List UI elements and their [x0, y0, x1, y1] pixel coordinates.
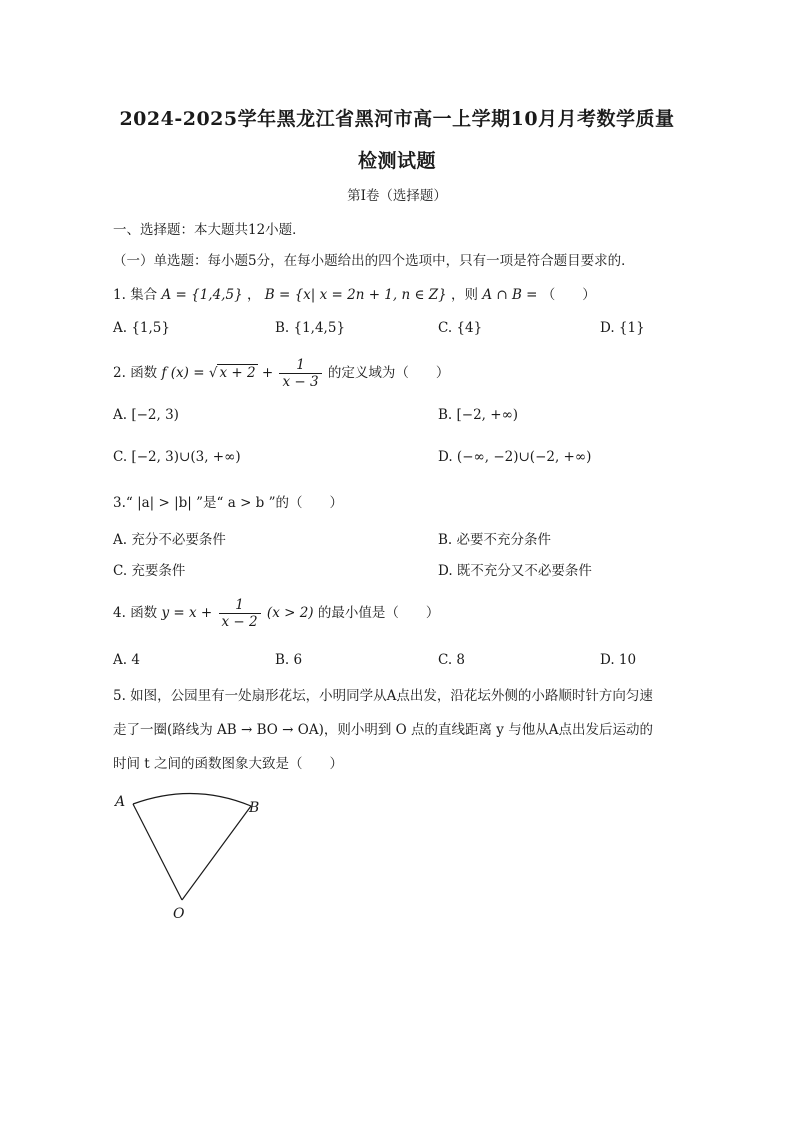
- section-heading: 一、选择题：本大题共12小题．: [113, 222, 306, 238]
- question-number: 2.: [113, 365, 126, 381]
- exam-title-line1: 2024-2025学年黑龙江省黑河市高一上学期10月月考数学质量: [119, 108, 675, 130]
- question-text: 的最小值是（ ）: [317, 605, 440, 621]
- separator: ，: [246, 287, 261, 303]
- sector-diagram: [105, 788, 275, 928]
- q2-option-c[interactable]: C. [−2, 3)∪(3, +∞): [113, 449, 241, 465]
- question-text: ，则: [451, 287, 479, 303]
- fraction-numerator: 1: [219, 597, 261, 614]
- fraction: [219, 597, 261, 630]
- question-3: 3.“ |a| > |b| ”是“ a > b ”的（ ）: [113, 495, 344, 511]
- question-text: 函数: [130, 605, 158, 621]
- set-b: B = {x| x = 2n + 1, n ∈ Z}: [264, 287, 447, 303]
- point-a-label: A: [115, 794, 126, 810]
- question-text: 的定义域为（ ）: [327, 365, 450, 381]
- question-2: [113, 357, 449, 390]
- sector-radius-ob: [182, 806, 251, 900]
- function-expr: y = x +: [161, 605, 217, 621]
- function-name: f (x) =: [161, 365, 209, 381]
- q1-option-a[interactable]: A. {1,5}: [113, 320, 170, 336]
- plus-sign: +: [257, 365, 278, 381]
- q3-option-b[interactable]: B. 必要不充分条件: [438, 532, 552, 548]
- sector-radius-oa: [133, 804, 182, 900]
- single-choice-note: （一）单选题：每小题5分，在每小题给出的四个选项中，只有一项是符合题目要求的．: [113, 253, 635, 269]
- q3-option-a[interactable]: A. 充分不必要条件: [113, 532, 226, 548]
- question-5-line-2: 走了一圈(路线为 AB → BO → OA)，则小明到 O 点的直线距离 y 与他从A点出发后运动的: [113, 722, 653, 738]
- question-5: [113, 679, 683, 781]
- question-text: 函数: [130, 365, 158, 381]
- question-text: 集合: [130, 287, 158, 303]
- question-number: 1.: [113, 287, 126, 303]
- volume-label: 第I卷（选择题）: [347, 188, 447, 204]
- point-o-label: O: [173, 906, 185, 922]
- sector-arc: [133, 793, 251, 806]
- question-number: 4.: [113, 605, 126, 621]
- exam-title-line2: 检测试题: [357, 150, 436, 172]
- q2-option-b[interactable]: B. [−2, +∞): [438, 407, 519, 423]
- question-1: [113, 283, 596, 303]
- intersection-expr: A ∩ B =: [482, 287, 538, 303]
- domain-condition: (x > 2): [266, 605, 314, 621]
- answer-blank: （ ）: [541, 287, 596, 303]
- q4-option-c[interactable]: C. 8: [438, 652, 466, 668]
- q2-option-a[interactable]: A. [−2, 3): [113, 407, 179, 423]
- q3-option-d[interactable]: D. 既不充分又不必要条件: [438, 563, 592, 579]
- q4-option-d[interactable]: D. 10: [600, 652, 637, 668]
- q4-option-b[interactable]: B. 6: [275, 652, 303, 668]
- q1-option-c[interactable]: C. {4}: [438, 320, 483, 336]
- fraction-denominator: x − 3: [282, 374, 319, 390]
- q2-option-d[interactable]: D. (−∞, −2)∪(−2, +∞): [438, 449, 592, 465]
- sqrt-sign: √: [208, 365, 218, 381]
- question-4: [113, 597, 439, 630]
- question-5-line-3: 时间 t 之间的函数图象大致是（ ）: [113, 756, 344, 772]
- fraction-denominator: x − 2: [221, 614, 258, 630]
- q4-option-a[interactable]: A. 4: [113, 652, 140, 668]
- q3-option-c[interactable]: C. 充要条件: [113, 563, 186, 579]
- q1-option-b[interactable]: B. {1,4,5}: [275, 320, 346, 336]
- q1-option-d[interactable]: D. {1}: [600, 320, 645, 336]
- sqrt-radicand: x + 2: [219, 365, 256, 381]
- set-a: A = {1,4,5}: [161, 287, 243, 303]
- fraction: [279, 357, 321, 390]
- sector-figure: [105, 788, 275, 928]
- point-b-label: B: [249, 800, 260, 816]
- fraction-numerator: 1: [279, 357, 321, 374]
- question-5-line-1: 5. 如图，公园里有一处扇形花坛，小明同学从A点出发，沿花坛外侧的小路顺时针方向匀速: [113, 688, 653, 704]
